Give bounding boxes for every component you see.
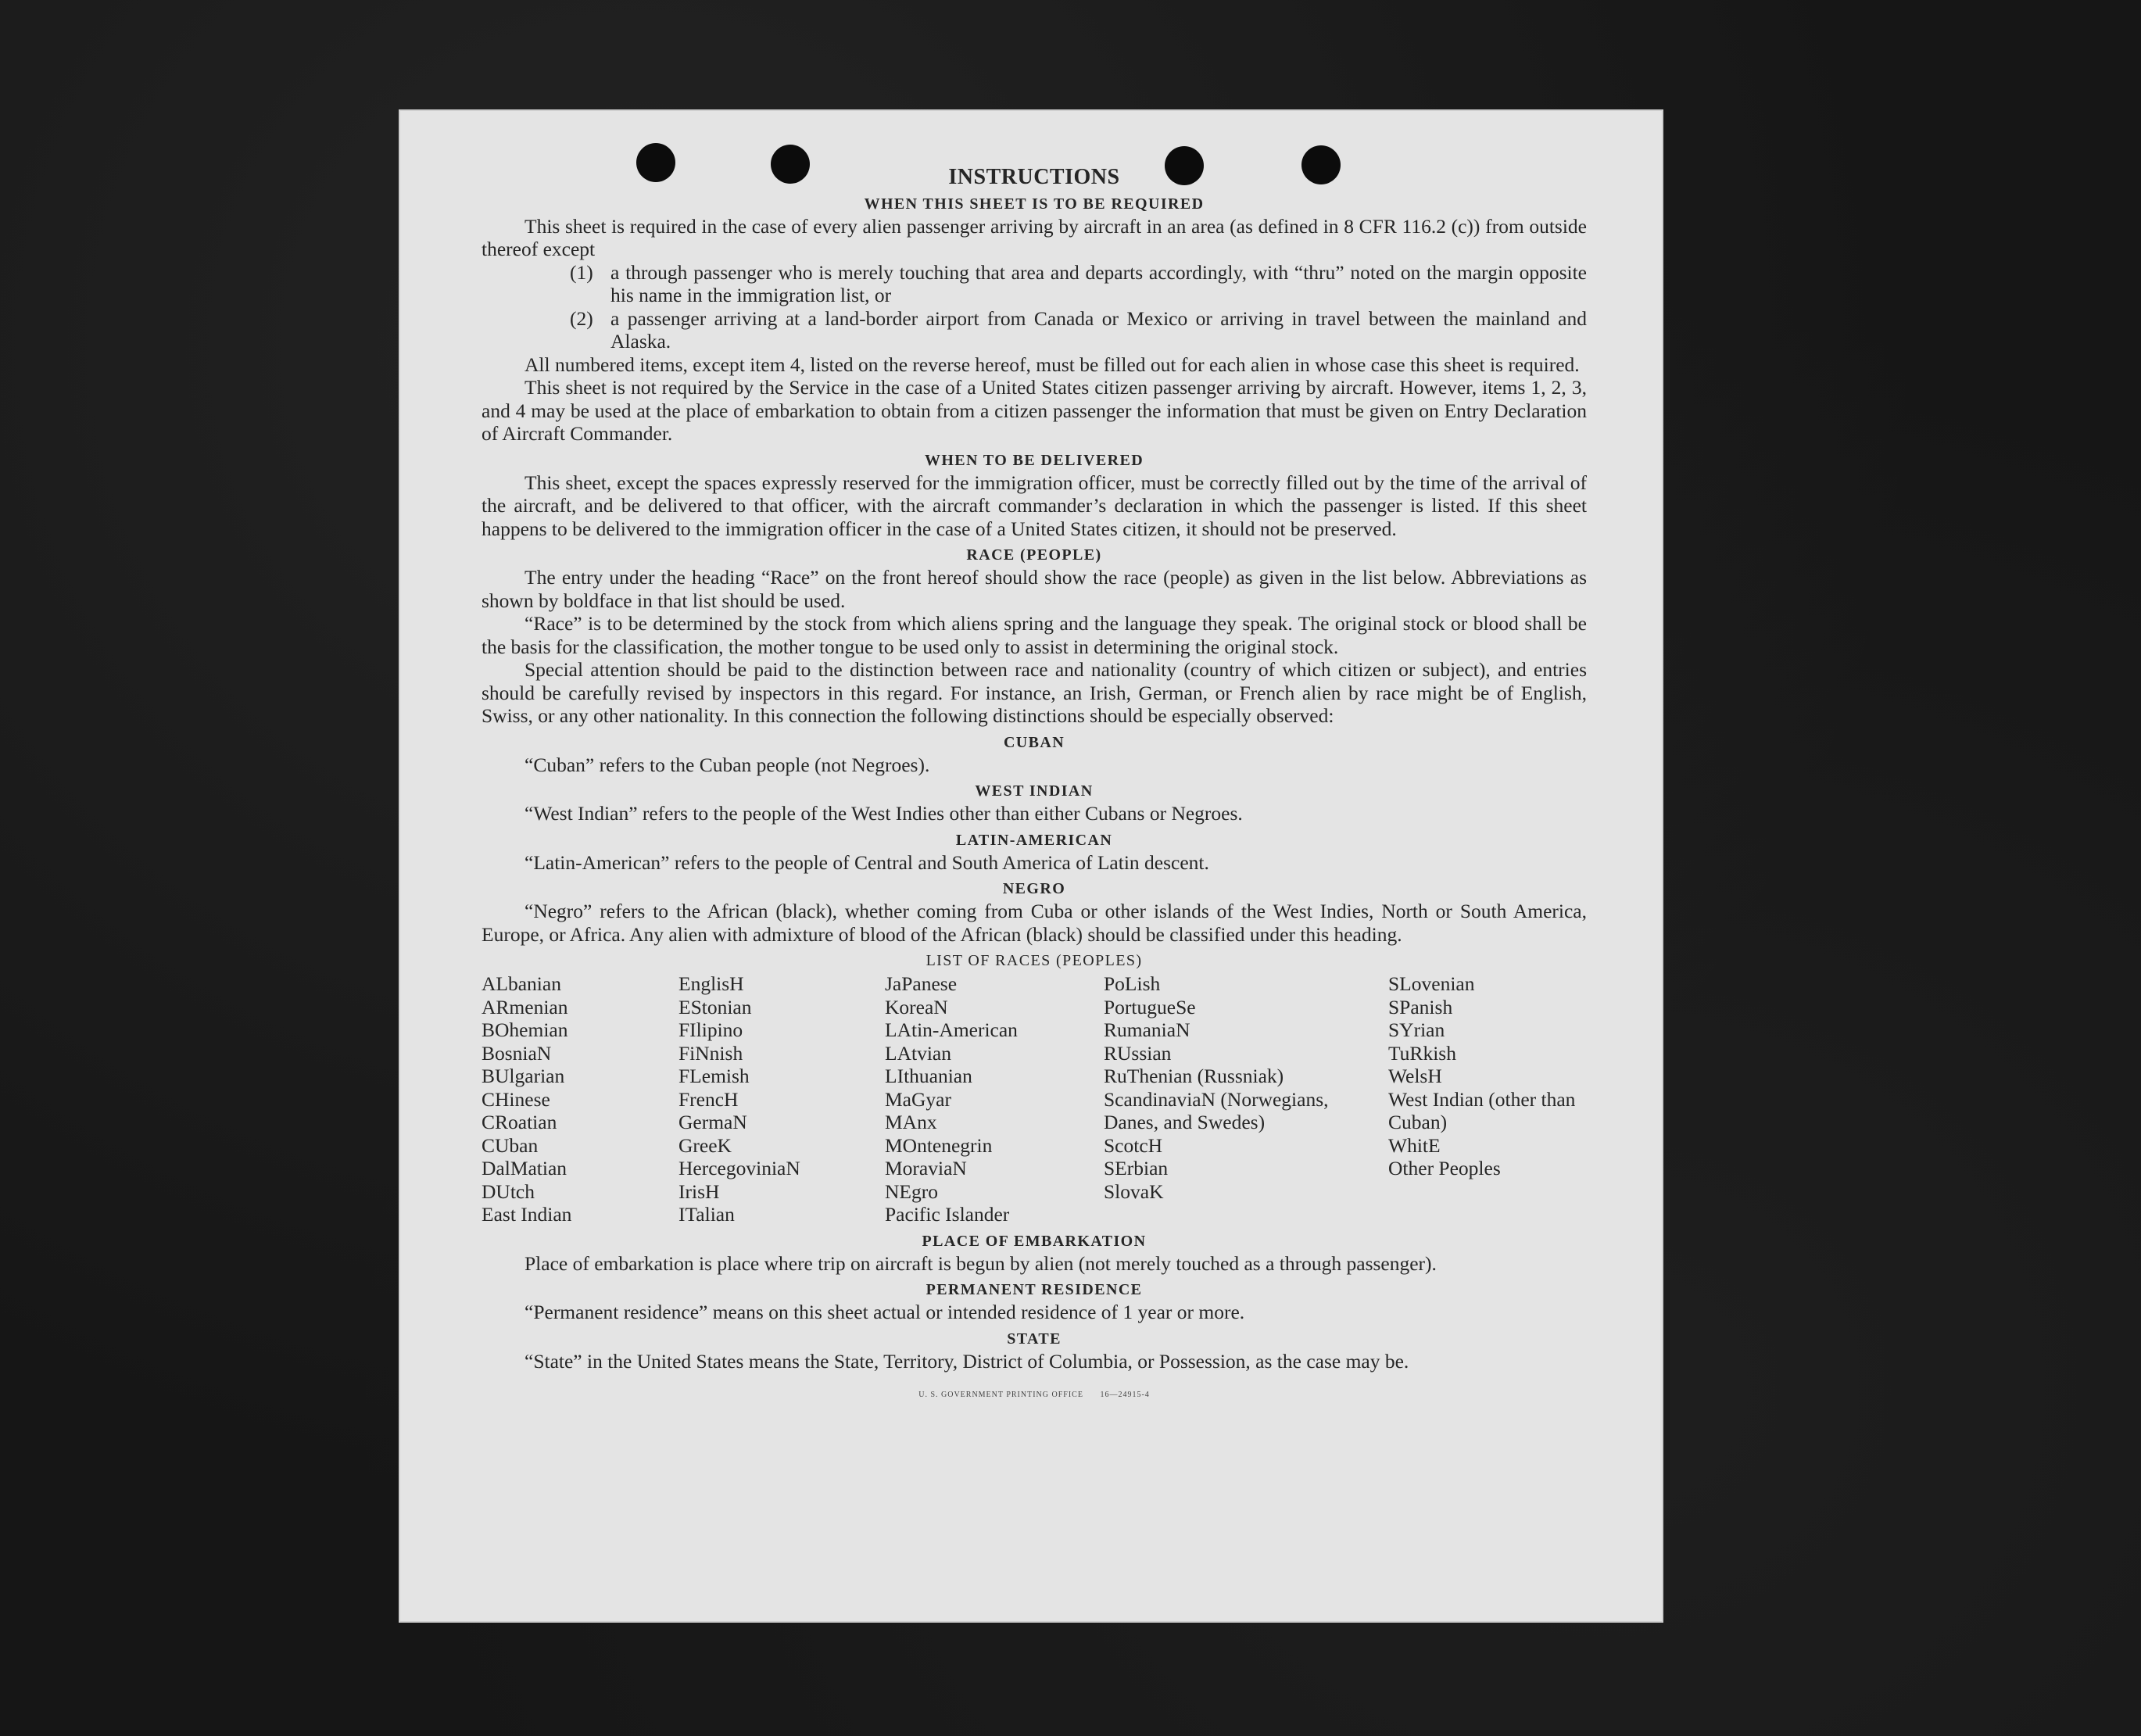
race-entry: WhitE	[1388, 1133, 1441, 1157]
race-entry: FLemish	[678, 1065, 750, 1087]
race-entry: FIlipino	[678, 1018, 743, 1041]
document-sheet	[400, 111, 1662, 1621]
race-paragraph-2: “Race” is to be determined by the stock from which aliens spring and the language they speak. The original stock or blood shall be the basis for the classification, the mother tongue to be used only to assist in determining the original stock.	[482, 612, 1587, 658]
race-entry: CHinese	[482, 1087, 550, 1111]
race-entry: DUtch	[482, 1179, 535, 1203]
races-column	[885, 972, 1104, 1226]
section-heading-delivered: WHEN TO BE DELIVERED	[924, 451, 1144, 469]
race-entry: NEgro	[885, 1179, 938, 1203]
race-entry: PortugueSe	[1104, 995, 1196, 1018]
race-entry: LAtin-American	[885, 1018, 1018, 1041]
section-heading-west-indian: WEST INDIAN	[975, 782, 1094, 800]
race-entry: MoraviaN	[885, 1157, 967, 1179]
race-entry: ALbanian	[482, 972, 561, 995]
exception-item	[570, 307, 1587, 353]
document-body	[482, 166, 1587, 1407]
item-number: (1)	[570, 260, 593, 284]
race-entry: LAtvian	[885, 1041, 951, 1065]
latin-american-text: “Latin-American” refers to the people of Central and South America of Latin descent.	[525, 850, 1209, 874]
race-entry: LIthuanian	[885, 1065, 972, 1087]
race-entry: CRoatian	[482, 1111, 557, 1133]
races-column	[482, 972, 678, 1226]
negro-text: “Negro” refers to the African (black), whether coming from Cuba or other islands of the West Indies, North or South America, Europe, or Africa. Any alien with admixture of blood of the African (black) should be classified under this heading.	[482, 900, 1587, 946]
race-entry: SErbian	[1104, 1157, 1169, 1179]
race-entry: BOhemian	[482, 1018, 568, 1041]
imprint-code: 16—24915-4	[1100, 1391, 1150, 1399]
west-indian-text: “West Indian” refers to the people of the West Indies other than either Cubans or Negroes.	[525, 802, 1243, 825]
exception-item	[570, 261, 1587, 307]
races-list-heading: LIST OF RACES (PEOPLES)	[925, 952, 1143, 969]
race-entry: IrisH	[678, 1179, 720, 1203]
race-entry: TuRkish	[1388, 1041, 1456, 1065]
imprint-office: U. S. GOVERNMENT PRINTING OFFICE	[918, 1391, 1083, 1399]
race-entry: KoreaN	[885, 995, 948, 1018]
race-entry: SPanish	[1388, 995, 1453, 1018]
race-entry: FrencH	[678, 1087, 739, 1111]
section-heading-required: WHEN THIS SHEET IS TO BE REQUIRED	[864, 195, 1205, 213]
printing-office-imprint	[482, 1383, 1587, 1407]
race-entry: DalMatian	[482, 1157, 567, 1179]
section-heading-latin-american: LATIN-AMERICAN	[955, 831, 1113, 849]
required-paragraph-2: All numbered items, except item 4, listed on the reverse hereof, must be filled out for each alien in whose case this sheet is required.	[525, 353, 1580, 376]
delivered-text: This sheet, except the spaces expressly reserved for the immigration officer, must be correctly filled out by the time of the arrival of the aircraft, and be delivered to that officer, with the aircraft commander’s declaration in which the passenger is listed. If this sheet happens to be delivered to the immigration officer in the case of a United States citizen, it should not be preserved.	[482, 471, 1587, 540]
race-entry: SLovenian	[1388, 972, 1475, 995]
race-entry: RUssian	[1104, 1041, 1172, 1065]
race-entry: ARmenian	[482, 995, 568, 1018]
race-entry: Other Peoples	[1388, 1157, 1501, 1179]
item-text: a passenger arriving at a land-border airport from Canada or Mexico or arriving in travel between the mainland and Alaska.	[610, 306, 1587, 353]
section-heading-embarkation: PLACE OF EMBARKATION	[922, 1232, 1147, 1250]
document-title: INSTRUCTIONS	[948, 165, 1120, 189]
race-entry: EStonian	[678, 995, 752, 1018]
races-list	[482, 972, 1587, 1226]
race-entry: MOntenegrin	[885, 1133, 993, 1157]
item-text: a through passenger who is merely touching that area and departs accordingly, with “thru” noted on the margin opposite his name in the immigration list, or	[610, 260, 1587, 306]
cuban-text: “Cuban” refers to the Cuban people (not Negroes).	[525, 753, 930, 776]
race-entry: ScandinaviaN (Norwegians, Danes, and Swedes)	[1104, 1087, 1329, 1133]
race-entry: PoLish	[1104, 972, 1161, 995]
race-entry: MaGyar	[885, 1087, 951, 1111]
races-column	[1388, 972, 1587, 1226]
race-entry: SYrian	[1388, 1018, 1445, 1041]
section-heading-state: STATE	[1007, 1330, 1062, 1348]
race-entry: WelsH	[1388, 1065, 1442, 1087]
race-entry: RuThenian (Russniak)	[1104, 1065, 1284, 1087]
race-entry: SlovaK	[1104, 1179, 1164, 1203]
state-text: “State” in the United States means the State, Territory, District of Columbia, or Possession, as the case may be.	[525, 1349, 1409, 1373]
race-entry: ITalian	[678, 1203, 735, 1226]
race-entry: BUlgarian	[482, 1065, 565, 1087]
residence-text: “Permanent residence” means on this sheet actual or intended residence of 1 year or more.	[525, 1301, 1245, 1323]
race-entry: HercegoviniaN	[678, 1157, 800, 1179]
required-paragraph-3: This sheet is not required by the Service in the case of a United States citizen passenger arriving by aircraft. However, items 1, 2, 3, and 4 may be used at the place of embarkation to obtain from a citizen passenger the information that must be given on Entry Declaration of Aircraft Commander.	[482, 376, 1587, 445]
section-heading-cuban: CUBAN	[1003, 733, 1065, 751]
race-entry: GreeK	[678, 1133, 732, 1157]
race-entry: East Indian	[482, 1203, 572, 1226]
race-entry: BosniaN	[482, 1041, 552, 1065]
race-entry: RumaniaN	[1104, 1018, 1190, 1041]
race-paragraph-3: Special attention should be paid to the distinction between race and nationality (country of which citizen or subject), and entries should be carefully revised by inspectors in this regard. For instance, an Irish, German, or French alien by race might be of English, Swiss, or any other nationality. In this connection the following distinctions should be especially observed:	[482, 658, 1587, 727]
races-column	[1104, 972, 1388, 1226]
section-heading-race: RACE (PEOPLE)	[966, 546, 1102, 564]
races-column	[678, 972, 885, 1226]
race-entry: FiNnish	[678, 1041, 743, 1065]
race-entry: ScotcH	[1104, 1133, 1163, 1157]
race-entry: GermaN	[678, 1111, 747, 1133]
race-entry: Pacific Islander	[885, 1203, 1010, 1226]
race-entry: West Indian (other than Cuban)	[1388, 1087, 1576, 1133]
embarkation-text: Place of embarkation is place where trip on aircraft is begun by alien (not merely touched as a through passenger).	[525, 1251, 1437, 1275]
race-entry: CUban	[482, 1133, 539, 1157]
section-heading-negro: NEGRO	[1002, 880, 1066, 897]
race-entry: JaPanese	[885, 972, 958, 995]
race-entry: EnglisH	[678, 972, 744, 995]
race-entry: MAnx	[885, 1111, 937, 1133]
item-number: (2)	[570, 306, 593, 330]
race-paragraph-1: The entry under the heading “Race” on the front hereof should show the race (people) as given in the list below. Abbreviations as shown by boldface in that list should be used.	[482, 566, 1587, 612]
required-intro: This sheet is required in the case of every alien passenger arriving by aircraft in an area (as defined in 8 CFR 116.2 (c)) from outside thereof except	[482, 214, 1587, 260]
section-heading-residence: PERMANENT RESIDENCE	[925, 1281, 1143, 1298]
